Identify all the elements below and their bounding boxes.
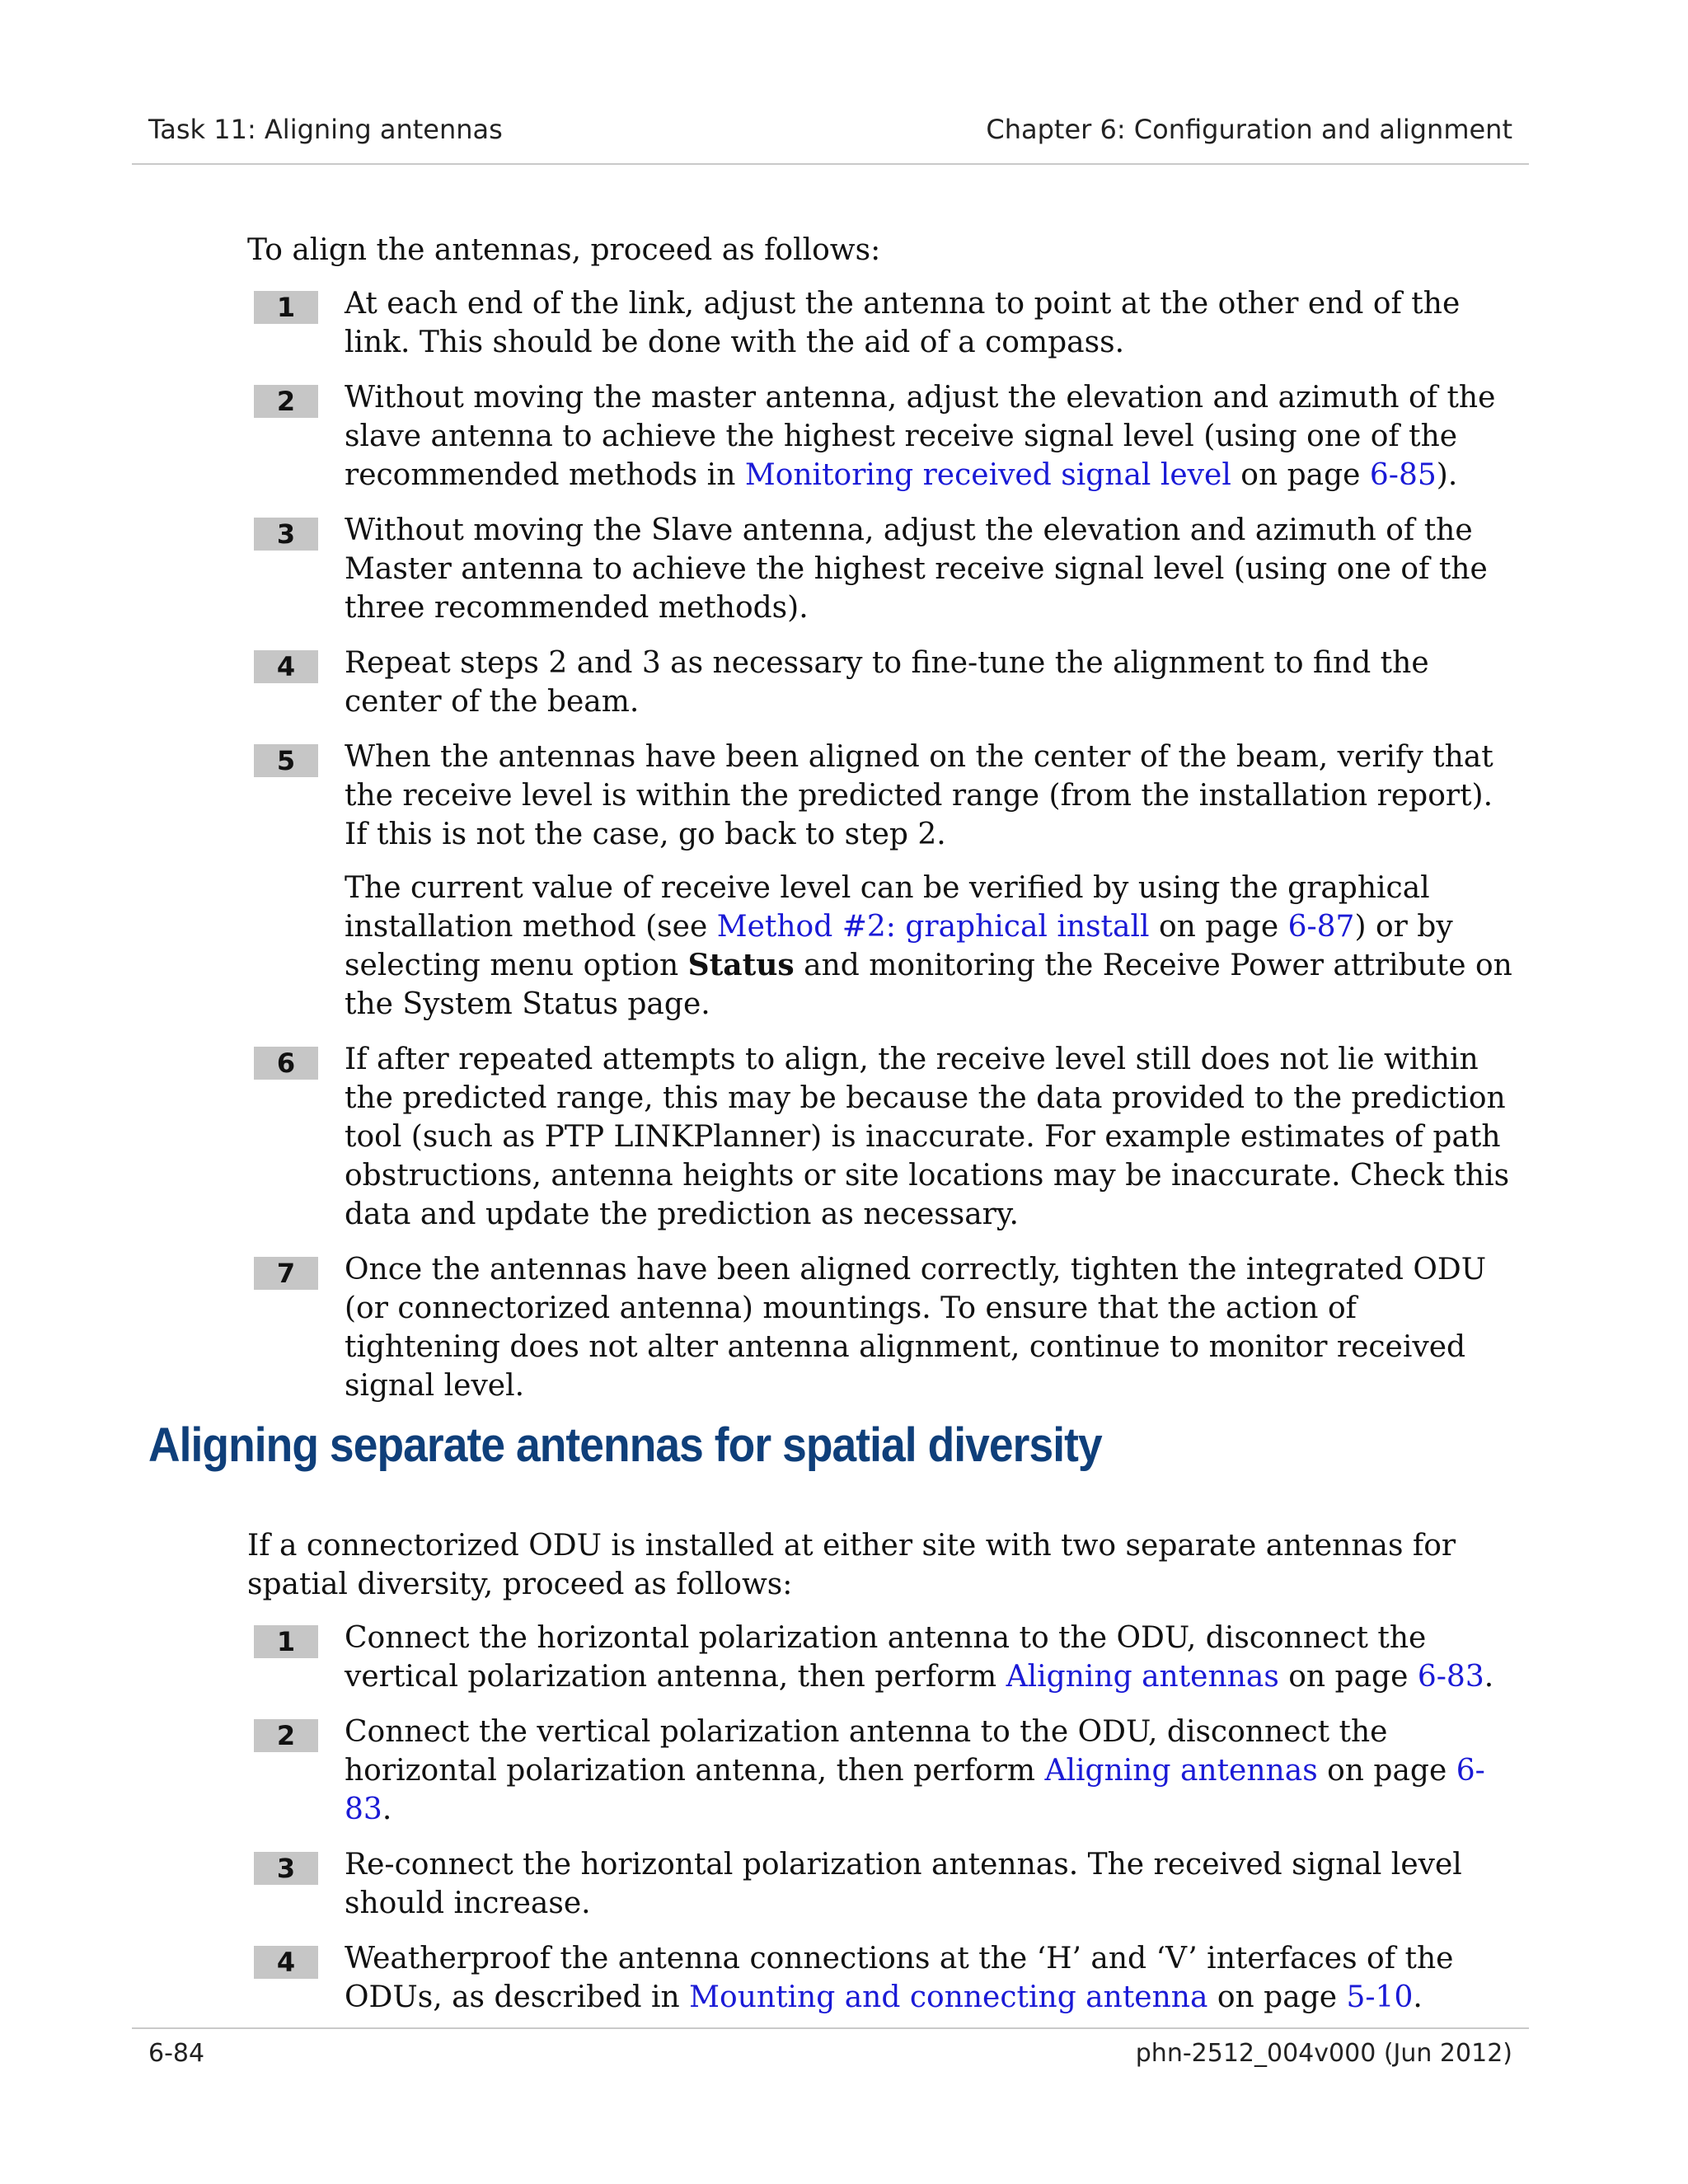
step-item	[247, 1619, 1521, 1696]
procedure-intro: If a connectorized ODU is installed at either site with two separate antennas for spatial diversity, proceed as follows:	[247, 1529, 1456, 1601]
link-page-6-87[interactable]: 6-87	[1287, 910, 1355, 944]
step-text-part: on page	[1231, 458, 1370, 492]
page-header	[132, 114, 1529, 165]
step-number: 1	[254, 291, 318, 324]
step-text	[345, 378, 1521, 494]
step-text-part: Connect the vertical polarization antenna to the ODU, disconnect the horizontal polarization antenna, then perform	[345, 1715, 1388, 1788]
step-text-part: ).	[1436, 458, 1458, 492]
step-item	[247, 1845, 1521, 1923]
step-number: 4	[254, 1946, 318, 1979]
step-text-part: The current value of receive level can be verified by using the graphical installation method (see	[345, 871, 1430, 944]
step-text-part: Connect the horizontal polarization antenna to the ODU, disconnect the vertical polarization antenna, then perform	[345, 1621, 1427, 1694]
link-page-6-85[interactable]: 6-85	[1369, 458, 1437, 492]
step-text-part: Without moving the master antenna, adjust the elevation and azimuth of the slave antenna to achieve the highest receive signal level (using one of the recommended methods in	[345, 381, 1496, 492]
link-page-5-10[interactable]: 5-10	[1346, 1980, 1414, 2014]
step-item	[247, 1939, 1521, 2017]
step-text: If after repeated attempts to align, the receive level still does not lie within the predicted range, this may be because the data provided to the prediction tool (such as PTP LINKPlanner) is inaccurate. For example estimates of path obstructions, antenna heights or site locations may be inaccurate. Check this data and update the prediction as necessary.	[345, 1043, 1510, 1231]
step-text	[345, 1619, 1521, 1696]
step-text-part: and monitoring the Receive Power attribute on the System Status page.	[345, 949, 1512, 1021]
step-text: Without moving the Slave antenna, adjust the elevation and azimuth of the Master antenna to achieve the highest receive signal level (using one of the three recommended methods).	[345, 513, 1488, 625]
step-text-part: on page	[1317, 1754, 1456, 1788]
step-number: 4	[254, 650, 318, 683]
menu-option-status: Status	[687, 948, 795, 982]
step-number: 2	[254, 1719, 318, 1752]
procedure-intro: To align the antennas, proceed as follows:	[247, 233, 881, 267]
step-number: 2	[254, 385, 318, 418]
link-page-6-83[interactable]: 6-83	[1417, 1660, 1484, 1694]
link-aligning-antennas[interactable]: Aligning antennas	[1006, 1660, 1279, 1694]
step-text: Once the antennas have been aligned correctly, tighten the integrated ODU (or connectorized antenna) mountings. To ensure that the action of tightening does not alter antenna alignment, continue to monitor received signal level.	[345, 1253, 1487, 1403]
page-footer	[132, 2027, 1529, 2068]
step-item	[247, 644, 1521, 721]
step-item	[247, 1040, 1521, 1234]
page-number: 6-84	[148, 2039, 205, 2068]
document-id: phn-2512_004v000 (Jun 2012)	[1135, 2039, 1512, 2068]
step-text-part: Weatherproof the antenna connections at the ‘H’ and ‘V’ interfaces of the ODUs, as described in	[345, 1942, 1454, 2014]
link-monitoring-received-signal-level[interactable]: Monitoring received signal level	[744, 458, 1231, 492]
step-text: At each end of the link, adjust the antenna to point at the other end of the link. This should be done with the aid of a compass.	[345, 287, 1461, 359]
step-number: 7	[254, 1257, 318, 1290]
step-item	[247, 1250, 1521, 1405]
step-number: 3	[254, 1852, 318, 1885]
step-text-part: ) or by selecting menu option	[345, 910, 1453, 982]
step-text: Re-connect the horizontal polarization antennas. The received signal level should increase.	[345, 1848, 1462, 1920]
step-item	[247, 378, 1521, 494]
link-method-2-graphical-install[interactable]: Method #2: graphical install	[716, 910, 1150, 944]
step-number: 1	[254, 1625, 318, 1658]
link-page-6-83[interactable]: 6-83	[345, 1754, 1485, 1826]
step-text	[345, 1939, 1521, 2017]
step-text-part: .	[1484, 1660, 1494, 1694]
step-item	[247, 511, 1521, 627]
step-item	[247, 1713, 1521, 1829]
step-text-part: on page	[1278, 1660, 1418, 1694]
step-text-part: on page	[1149, 910, 1288, 944]
link-mounting-and-connecting-antenna[interactable]: Mounting and connecting antenna	[689, 1980, 1208, 2014]
header-section-title: Task 11: Aligning antennas	[148, 114, 503, 145]
step-number: 3	[254, 518, 318, 551]
step-text: When the antennas have been aligned on the center of the beam, verify that the receive level is within the predicted range (from the installation report). If this is not the case, go back to step 2.	[345, 740, 1493, 851]
alignment-procedure	[247, 231, 1521, 1422]
step-item	[247, 284, 1521, 362]
step-number: 6	[254, 1047, 318, 1080]
step-text	[345, 1713, 1521, 1829]
step-note	[345, 869, 1521, 1024]
step-text-part: .	[1413, 1980, 1423, 2014]
link-aligning-antennas[interactable]: Aligning antennas	[1044, 1754, 1318, 1788]
step-text: Repeat steps 2 and 3 as necessary to fine-tune the alignment to find the center of the beam.	[345, 646, 1429, 719]
header-chapter-title: Chapter 6: Configuration and alignment	[986, 114, 1512, 145]
step-item	[247, 738, 1521, 1024]
step-text-part: .	[382, 1793, 392, 1826]
step-number: 5	[254, 744, 318, 777]
step-text-part: on page	[1207, 1980, 1347, 2014]
diversity-procedure	[247, 1526, 1521, 2033]
section-heading: Aligning separate antennas for spatial diversity	[148, 1418, 1102, 1472]
